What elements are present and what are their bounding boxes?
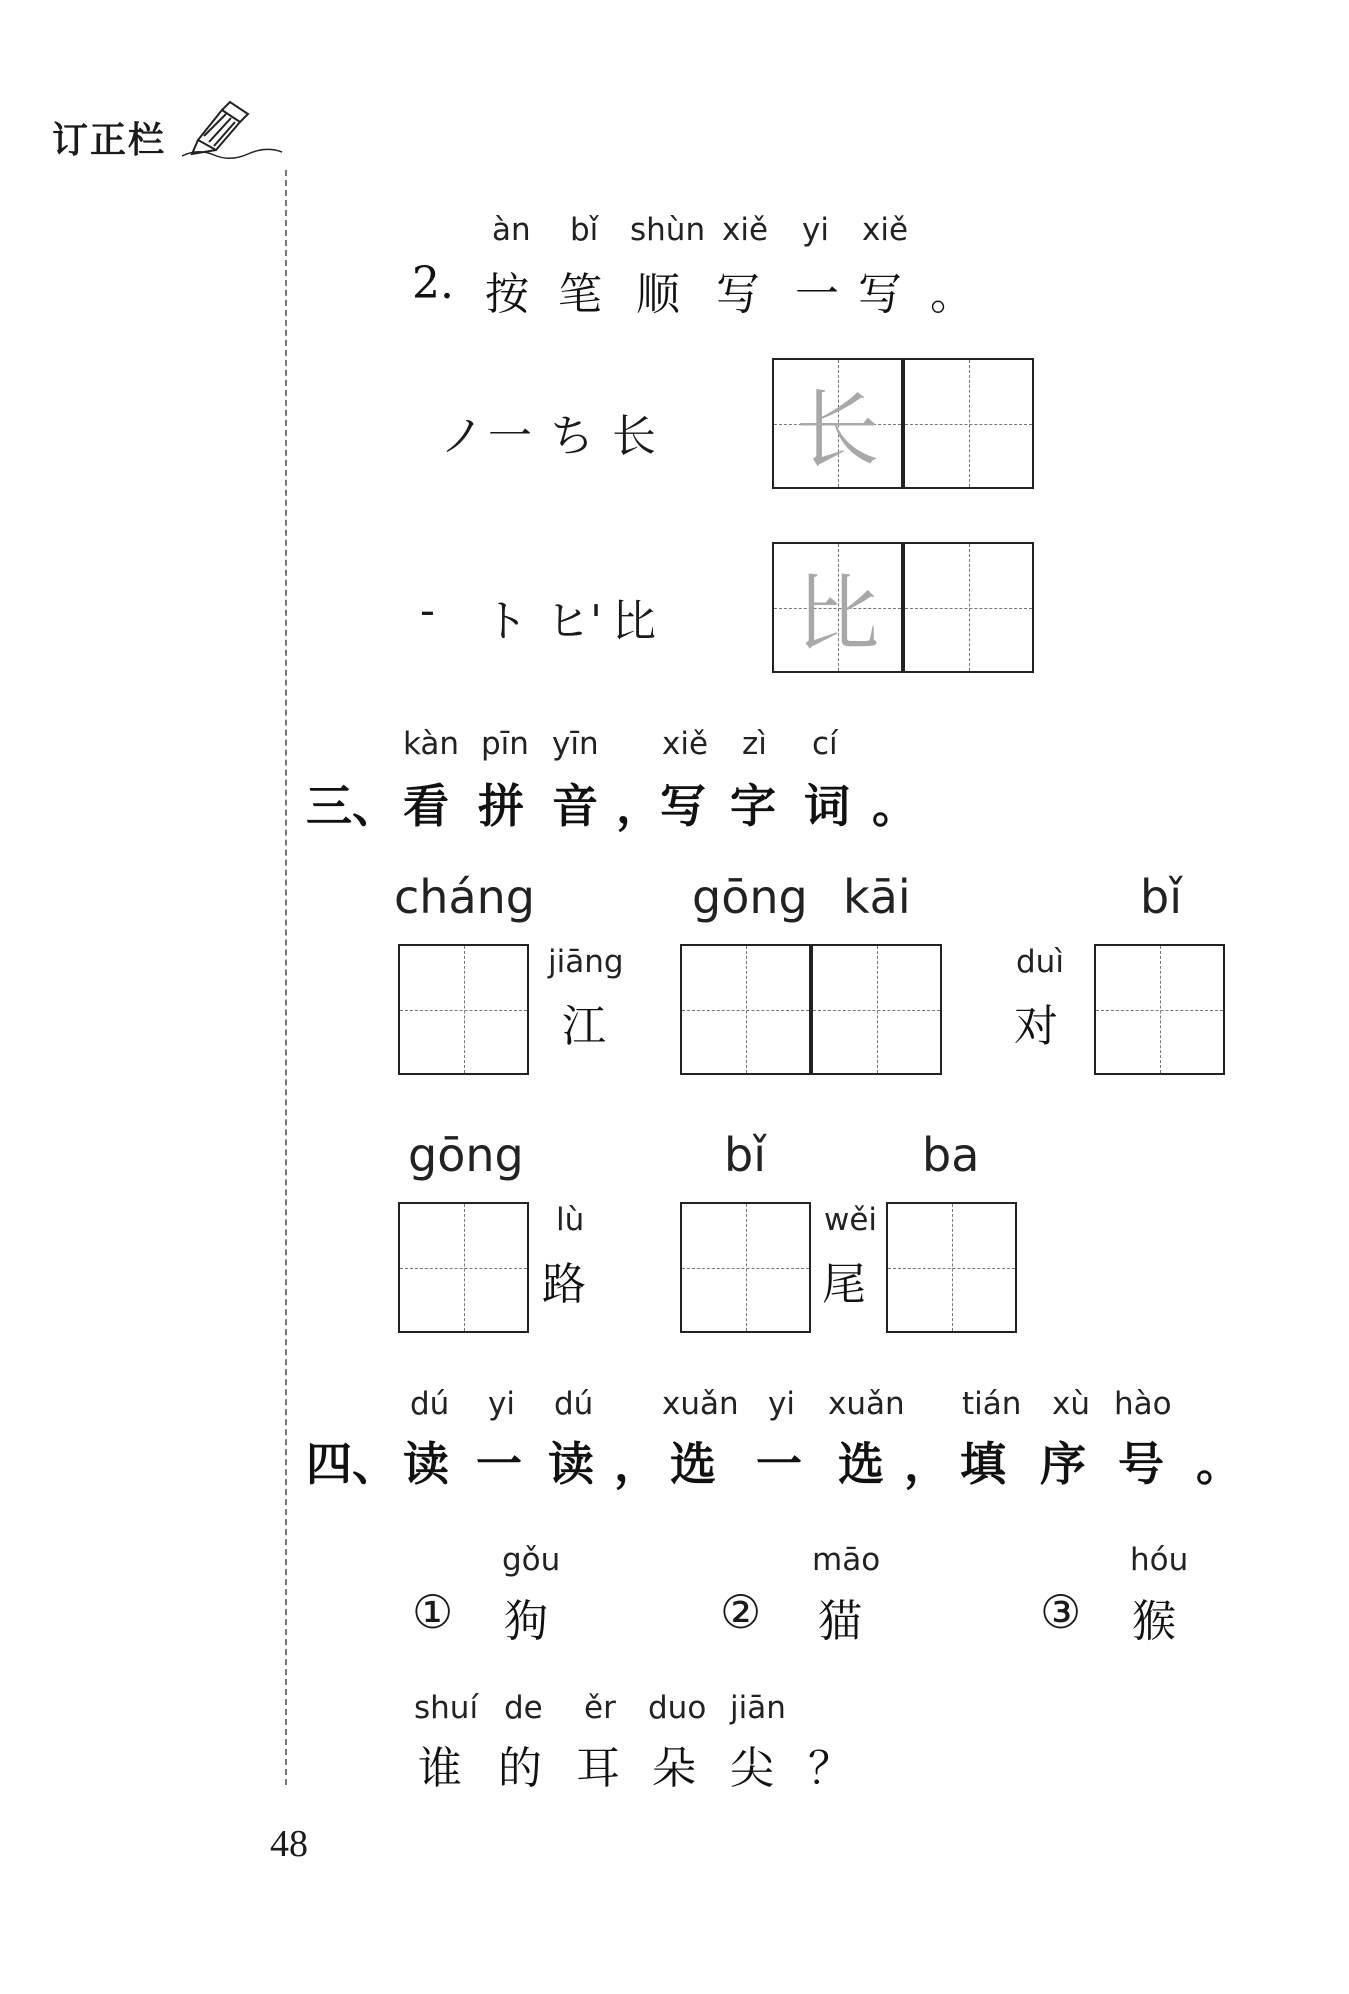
- option-number: ③: [1040, 1585, 1082, 1639]
- writing-cell[interactable]: [680, 944, 811, 1075]
- pinyin: cí: [812, 726, 838, 762]
- title-char: 号: [1118, 1437, 1164, 1491]
- pinyin: xuǎn: [828, 1386, 905, 1422]
- stroke-step: ヒ': [546, 596, 603, 647]
- trace-character: 比: [795, 565, 880, 663]
- hint-char: 对: [1014, 1001, 1058, 1052]
- question-char: 尖: [730, 1743, 774, 1794]
- title-char: 读: [403, 1437, 449, 1491]
- pinyin: xiě: [862, 212, 909, 248]
- pinyin: xiě: [722, 212, 769, 248]
- writing-cell[interactable]: [398, 1202, 529, 1333]
- title-char: ，: [904, 1437, 950, 1491]
- pinyin: yi: [768, 1386, 795, 1422]
- title-char: ，: [616, 779, 662, 833]
- title-char: ，: [614, 1437, 660, 1491]
- title-char: 一: [476, 1437, 522, 1491]
- stroke-step: ト: [484, 596, 528, 647]
- pinyin-prompt: cháng: [394, 870, 535, 924]
- writing-cell[interactable]: [903, 542, 1034, 673]
- option-number: ②: [720, 1585, 762, 1639]
- writing-cell[interactable]: [903, 358, 1034, 489]
- writing-cell[interactable]: [1094, 944, 1225, 1075]
- title-char: 顺: [636, 269, 680, 320]
- option-char: 猫: [818, 1596, 862, 1647]
- stroke-step: 一: [488, 411, 532, 462]
- title-char: 选: [670, 1437, 716, 1491]
- question-char: 的: [498, 1743, 542, 1794]
- pinyin: duo: [648, 1690, 707, 1726]
- writing-cell[interactable]: [811, 944, 942, 1075]
- stroke-step: ち: [550, 411, 594, 462]
- pinyin: jiān: [730, 1690, 786, 1726]
- title-char: 写: [716, 269, 760, 320]
- option-pinyin: māo: [812, 1542, 881, 1578]
- pinyin: zì: [742, 726, 767, 762]
- stroke-step: 比: [612, 596, 656, 647]
- title-char: 写: [858, 269, 902, 320]
- title-char: 按: [485, 269, 529, 320]
- writing-cell[interactable]: [772, 358, 903, 489]
- pencil-icon: [178, 92, 288, 162]
- title-char: 拼: [478, 779, 524, 833]
- title-char: 三、: [306, 779, 398, 833]
- margin-divider: [285, 170, 287, 1785]
- question-char: 耳: [576, 1743, 620, 1794]
- title-char: 序: [1040, 1437, 1086, 1491]
- hint-char: 尾: [822, 1259, 866, 1310]
- hint-pinyin: duì: [1016, 944, 1064, 980]
- pinyin-prompt: gōng: [692, 870, 808, 924]
- writing-cell[interactable]: [680, 1202, 811, 1333]
- pinyin-prompt: bǐ: [1140, 870, 1182, 924]
- title-char: 字: [730, 779, 776, 833]
- pinyin: ěr: [584, 1690, 616, 1726]
- writing-cell[interactable]: [772, 542, 903, 673]
- pinyin: xiě: [662, 726, 709, 762]
- stroke-step: -: [420, 585, 435, 636]
- option-number: ①: [412, 1585, 454, 1639]
- title-char: 音: [552, 779, 598, 833]
- pinyin: hào: [1114, 1386, 1172, 1422]
- correction-column-title: 订正栏: [52, 120, 167, 161]
- pinyin: yīn: [552, 726, 599, 762]
- hint-pinyin: wěi: [824, 1202, 878, 1238]
- title-char: 。: [930, 269, 974, 320]
- pinyin: shuí: [414, 1690, 479, 1726]
- hint-char: 江: [562, 1001, 606, 1052]
- pinyin: dú: [554, 1386, 594, 1422]
- title-char: 。: [872, 779, 918, 833]
- pinyin: àn: [492, 212, 531, 248]
- pinyin: shùn: [630, 212, 706, 248]
- title-char: 笔: [558, 269, 602, 320]
- pinyin: bǐ: [570, 212, 599, 248]
- option-pinyin: hóu: [1130, 1542, 1189, 1578]
- pinyin-prompt: ba: [922, 1128, 980, 1182]
- pinyin: xù: [1052, 1386, 1090, 1422]
- page-number: 48: [270, 1823, 308, 1865]
- pinyin: tián: [962, 1386, 1022, 1422]
- option-char: 猴: [1132, 1596, 1176, 1647]
- title-char: 填: [960, 1437, 1006, 1491]
- title-char: 四、: [306, 1437, 398, 1491]
- pinyin: pīn: [481, 726, 529, 762]
- pinyin: dú: [410, 1386, 450, 1422]
- title-char: 一: [795, 269, 839, 320]
- pinyin: de: [504, 1690, 543, 1726]
- title-char: 词: [804, 779, 850, 833]
- pinyin-prompt: kāi: [843, 870, 911, 924]
- hint-pinyin: lù: [556, 1202, 585, 1238]
- question-char: 朵: [652, 1743, 696, 1794]
- pinyin: xuǎn: [662, 1386, 739, 1422]
- hint-pinyin: jiāng: [548, 944, 624, 980]
- title-char: 选: [838, 1437, 884, 1491]
- pinyin-prompt: bǐ: [724, 1128, 766, 1182]
- title-char: 写: [660, 779, 706, 833]
- question-char: 谁: [418, 1743, 462, 1794]
- pinyin: yi: [488, 1386, 515, 1422]
- title-char: 看: [403, 779, 449, 833]
- writing-cell[interactable]: [398, 944, 529, 1075]
- writing-cell[interactable]: [886, 1202, 1017, 1333]
- option-pinyin: gǒu: [502, 1542, 561, 1578]
- pinyin: yi: [802, 212, 829, 248]
- stroke-step: 长: [612, 411, 656, 462]
- trace-character: 长: [795, 381, 880, 479]
- hint-char: 路: [542, 1259, 586, 1310]
- exercise-number: 2.: [412, 258, 454, 309]
- stroke-step: ノ: [440, 411, 484, 462]
- title-char: 。: [1196, 1437, 1242, 1491]
- pinyin-prompt: gōng: [408, 1128, 524, 1182]
- title-char: 读: [548, 1437, 594, 1491]
- pinyin: kàn: [403, 726, 460, 762]
- question-char: ？: [808, 1743, 852, 1794]
- title-char: 一: [756, 1437, 802, 1491]
- option-char: 狗: [504, 1596, 548, 1647]
